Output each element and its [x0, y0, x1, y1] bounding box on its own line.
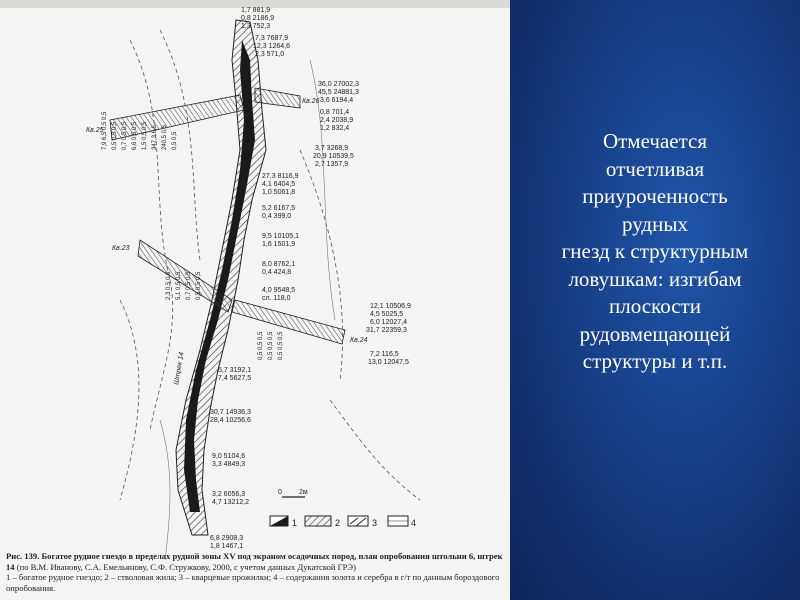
slide-body-text	[524, 128, 786, 376]
text-line: рудовмещающей	[579, 321, 731, 346]
assay-pair: 2,4 2038,9	[320, 117, 354, 124]
assay-pair: 0,8 2186,9	[241, 15, 275, 22]
assay-pair: 3,2 6056,3	[212, 491, 246, 498]
assay-pair: 0,8 701,4	[320, 109, 350, 116]
caption-title: Рис. 139. Богатое рудное гнездо в пределах рудной зоны XV под экраном осадочных пород, план опробования штольни 6, штрек 14	[6, 551, 503, 572]
assay-pair: 8,0 8762,1	[262, 261, 296, 268]
svg-text:0,5 0,5 0,5: 0,5 0,5 0,5	[196, 271, 202, 300]
label-kv23: Кв.23	[112, 245, 130, 252]
assay-pair: 2,3 571,0	[255, 51, 285, 58]
legend-num-2: 2	[335, 518, 341, 528]
svg-text:0,5 0,5 0,5: 0,5 0,5 0,5	[258, 331, 264, 360]
assay-pair: 0,4 424,8	[262, 269, 292, 276]
svg-text:6,6 0,5 0,5: 6,6 0,5 0,5	[132, 121, 138, 150]
svg-text:5,1 0,5 0,5: 5,1 0,5 0,5	[176, 271, 182, 300]
assay-pair: 12,3 1264,6	[253, 43, 290, 50]
svg-text:0,7 0,5 0,5: 0,7 0,5 0,5	[186, 271, 192, 300]
svg-text:2,3 0,5 0,5: 2,3 0,5 0,5	[166, 271, 172, 300]
assay-pair: 5,2 6167,5	[262, 205, 296, 212]
assay-pair: 2,7 1357,9	[315, 161, 349, 168]
text-line: рудных	[622, 211, 688, 236]
svg-text:0,5 0,5 0,5: 0,5 0,5 0,5	[278, 331, 284, 360]
assay-pair: 1,2 832,4	[320, 125, 350, 132]
assay-pair: 4,0 9548,5	[262, 287, 296, 294]
caption-legend: 1 – богатое рудное гнездо; 2 – стволовая жила; 3 – кварцевые прожилки; 4 – содержания золота и серебра в г/т по данным бороздового опробования.	[6, 572, 500, 593]
assay-pair: 5,7 3192,1	[218, 367, 252, 374]
text-line: плоскости	[609, 294, 701, 318]
assay-pair: 45,5 24881,3	[318, 89, 359, 96]
caption-source: (по В.М. Иванову, С.А. Емельянову, С.Ф. Стружкову, 2000, с учетом данных Дукатской ГРЭ)	[16, 561, 356, 572]
assay-pair: 3,6 6194,4	[320, 97, 354, 104]
text-line: структуры и т.п.	[582, 349, 728, 373]
assay-pair: 36,0 27002,3	[318, 81, 359, 88]
text-line: ловушкам: изгибам	[568, 266, 742, 291]
assay-pair: 27,3 8116,9	[262, 173, 299, 180]
assay-pair: 4,1 6404,5	[262, 181, 296, 188]
svg-text:347,3 6,5: 347,3 6,5	[152, 124, 158, 150]
assay-pair: 6,8 2908,3	[210, 535, 244, 542]
svg-text:0,7 0,5 0,5: 0,7 0,5 0,5	[122, 121, 128, 150]
quartz-veinlets-kv24	[232, 300, 345, 344]
text-panel	[510, 0, 800, 600]
svg-text:0,5 0,5: 0,5 0,5	[172, 131, 178, 150]
text-line: гнезд к структурным	[561, 239, 749, 263]
assay-pair: 1,8 1467,1	[210, 543, 244, 550]
legend	[270, 516, 416, 528]
assay-pair: 4,5 5025,5	[370, 311, 404, 318]
svg-text:0,5 0,5 0,5: 0,5 0,5 0,5	[268, 331, 274, 360]
scale-bar	[278, 489, 308, 497]
assay-pair: 28,4 10256,6	[210, 417, 251, 424]
assay-pair: 30,7 14936,3	[210, 409, 251, 416]
assay-pair: 7,4 5627,5	[218, 375, 252, 382]
assay-pair: 1,6 1501,9	[262, 241, 296, 248]
label-kv24: Кв.24	[350, 337, 368, 344]
svg-text:7,9 6,5 0,5 0,5: 7,9 6,5 0,5 0,5	[102, 111, 108, 150]
legend-num-3: 3	[372, 518, 378, 528]
svg-text:240,5 0,5: 240,5 0,5	[162, 124, 168, 150]
text-line: приуроченность	[582, 184, 728, 208]
assay-pair: 1,3 752,3	[241, 23, 271, 30]
figure-caption	[6, 551, 506, 593]
label-shtrek: Штрек 14	[173, 351, 186, 386]
scale-zero: 0	[278, 489, 282, 496]
assay-pair: 20,9 10539,5	[313, 153, 354, 160]
assay-pair: 3,7 3268,9	[315, 145, 349, 152]
assay-pair: 12,1 10506,9	[370, 303, 411, 310]
assay-pair: 9,0 5104,6	[212, 453, 246, 460]
assay-pair: 1,0 5061,8	[262, 189, 296, 196]
text-line: отчетливая	[605, 156, 705, 181]
label-kv26: Кв.26	[302, 98, 320, 105]
svg-text:1,5 0,5 0,5: 1,5 0,5 0,5	[142, 121, 148, 150]
assay-pair: 3,3 4849,3	[212, 461, 246, 468]
assay-pair: 9,5 10105,1	[262, 233, 299, 240]
legend-num-1: 1	[292, 518, 298, 528]
assay-pair: 7,3 7687,9	[255, 35, 289, 42]
assay-pair: 6,0 12027,4	[370, 319, 407, 326]
legend-num-4: 4	[411, 518, 417, 528]
label-kv25: Кв.25	[86, 127, 104, 134]
assay-pair: 1,7 881,9	[241, 7, 271, 14]
assay-pair: 13,0 12047,5	[368, 359, 409, 366]
svg-text:0,5 0,5 0,5: 0,5 0,5 0,5	[112, 121, 118, 150]
assay-pair: 31,7 22359,3	[366, 327, 407, 334]
assay-pair: 7,2 116,5	[370, 351, 399, 358]
assay-pair: сл. 118,0	[262, 295, 291, 302]
scale-label: 2м	[299, 489, 308, 496]
assay-pair: 0,4 399,0	[262, 213, 292, 220]
assay-pair: 4,7 13212,2	[212, 499, 249, 506]
text-line: Отмечается	[602, 129, 708, 153]
legend-swatch-2	[305, 516, 331, 526]
